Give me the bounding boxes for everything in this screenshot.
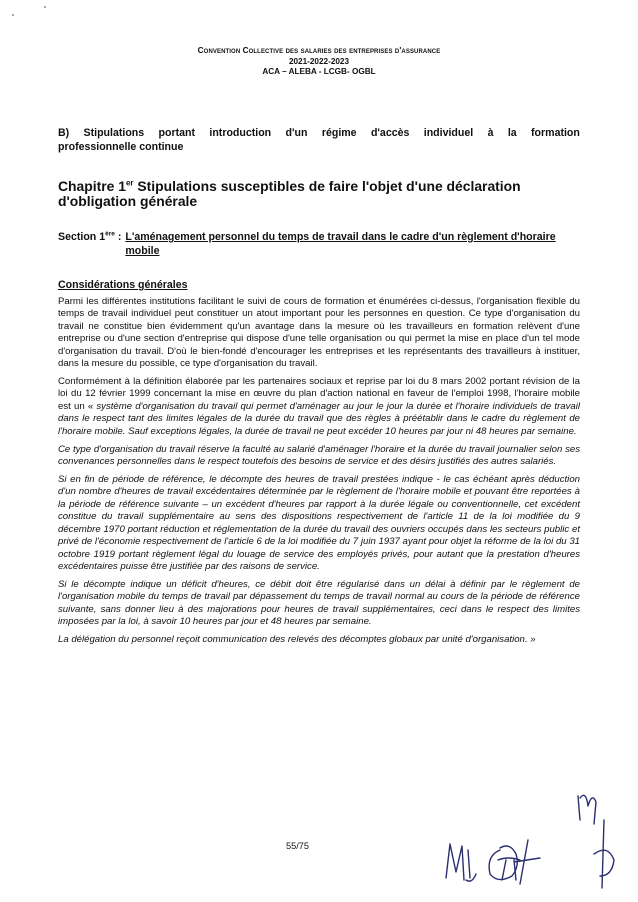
page-number: 55/75 — [286, 841, 309, 851]
section-b-word: d'accès — [370, 127, 410, 139]
considerations-heading: Considérations générales — [58, 279, 188, 291]
section-b-word: portant — [158, 127, 196, 139]
section-b-heading — [58, 127, 580, 154]
chapter-prefix: Chapitre 1 — [58, 178, 126, 194]
header-parties: ACA – ALEBA - LCGB- OGBL — [262, 67, 376, 76]
paragraph-5: Si le décompte indique un déficit d'heures, ce débit doit être régularisé dans un délai à définir par le règlement de l'organisation mobile du temps de travail par dépassement du temps de travail normal au cours de la période de référence suivante, sans donner lieu à des majorations pour heures de travail supplémentaires, ceci dans le respect des limites imposées par la loi, à savoir 10 heures par jour et 48 heures par semaine. — [58, 578, 580, 628]
paragraph-6: La délégation du personnel reçoit communication des relevés des décomptes globaux par unité d'organisation. » — [58, 634, 536, 646]
paragraph-1: Parmi les différentes institutions facilitant le suivi de cours de formation et énumérées ci-dessus, l'organisation flexible du temps de travail individuel peut constituer un atout important pour les personnes en question. Ce type d'organisation du travail ne constitue bien évidemment qu'un avantage dans la mesure où les travailleurs en formation relèvent d'une entreprise ou d'une section d'entreprise qui dispose d'une telle organisation ou qui permet la mise en place d'un tel mode d'organisation du travail. D'où le bien-fondé d'encourager les entreprises et les représentants des travailleurs à instituer, dans la mesure du possible, ce type d'organisation du travail. — [58, 296, 580, 370]
paragraph-2-intro: Conformément à la définition élaborée par les partenaires sociaux et reprise par loi du 8 mars 2002 portant révision de la loi du 12 février 1999 concernant la mise en œuvre du plan d'action national en faveur de l'emploi 1998, l'horaire mobile est un « — [58, 376, 580, 412]
section-b-label: B) — [58, 127, 70, 139]
section-1-heading — [58, 230, 580, 258]
body-text — [58, 296, 580, 652]
paragraph-2-quote: système d'organisation du travail qui permet d'aménager au jour le jour la durée et l'horaire individuels de travail dans le respect tant des limites légales de la durée du travail que des règles à préétablir dans le cadre du règlement de l'horaire mobile. Sauf exceptions légales, la durée de travail ne peut excéder 10 heures par jour ni 48 heures par semaine. — [58, 400, 580, 437]
paragraph-4: Si en fin de période de référence, le décompte des heures de travail prestées indique - le cas échéant après déduction d'un nombre d'heures de travail excédentaires déterminée par le règlement de l'horaire mobile et pouvant être reportées à la période de référence suivante – un excédent d'heures par rapport à la durée légale ou conventionnelle, cet excédent constitue du travail supplémentaire au sens des dispositions respectivement de l'article 11 de la loi modifiée du 9 décembre 1970 portant réduction et réglementation de la durée du travail des ouvriers occupés dans les secteurs public et privé de l'économie respectivement de l'article 6 de la loi modifiée du 7 juin 1937 ayant pour objet la réforme de la loi du 31 octobre 1919 portant règlement légal du louage de service des employés privés, pour autant que la prestation d'heures excédentaires puisse être justifiée par des raisons de service. — [58, 474, 580, 572]
section-1-label: Section 1 — [58, 231, 106, 243]
handwritten-signature — [428, 780, 628, 890]
chapter-sup: er — [125, 178, 134, 188]
section-b-word: régime — [321, 127, 357, 139]
section-1-title: L'aménagement personnel du temps de travail dans le cadre d'un règlement d'horaire mobile — [125, 231, 556, 257]
scan-speck — [12, 14, 14, 16]
section-b-line2: professionnelle continue — [58, 140, 184, 153]
header-years: 2021-2022-2023 — [288, 56, 350, 66]
section-1-colon: : — [114, 231, 122, 243]
paragraph-2 — [58, 376, 580, 438]
chapter-title: Stipulations susceptibles de faire l'objet d'une déclaration d'obligation générale — [58, 178, 521, 209]
header-convention-title: Convention Collective des salaries des entreprises d'assurance — [197, 46, 441, 55]
chapter-heading — [58, 179, 580, 209]
section-b-word: individuel — [423, 127, 474, 139]
section-b-line1 — [58, 127, 580, 141]
document-header — [0, 46, 638, 78]
section-b-word: la — [507, 127, 517, 139]
section-b-word: d'un — [285, 127, 308, 139]
paragraph-3: Ce type d'organisation du travail réserve la faculté au salarié d'aménager l'horaire et la durée du travail journalier selon ses convenances personnelles dans le respect toutefois des besoins de service et des désirs justifiés des autres salariés. — [58, 443, 580, 468]
section-b-word: formation — [531, 127, 580, 139]
section-b-word: Stipulations — [83, 127, 145, 139]
section-1-label-group — [58, 230, 125, 258]
section-1-sup: ère — [105, 230, 115, 238]
scan-speck — [44, 6, 46, 8]
section-b-word: à — [487, 127, 494, 139]
section-b-word: introduction — [209, 127, 272, 139]
